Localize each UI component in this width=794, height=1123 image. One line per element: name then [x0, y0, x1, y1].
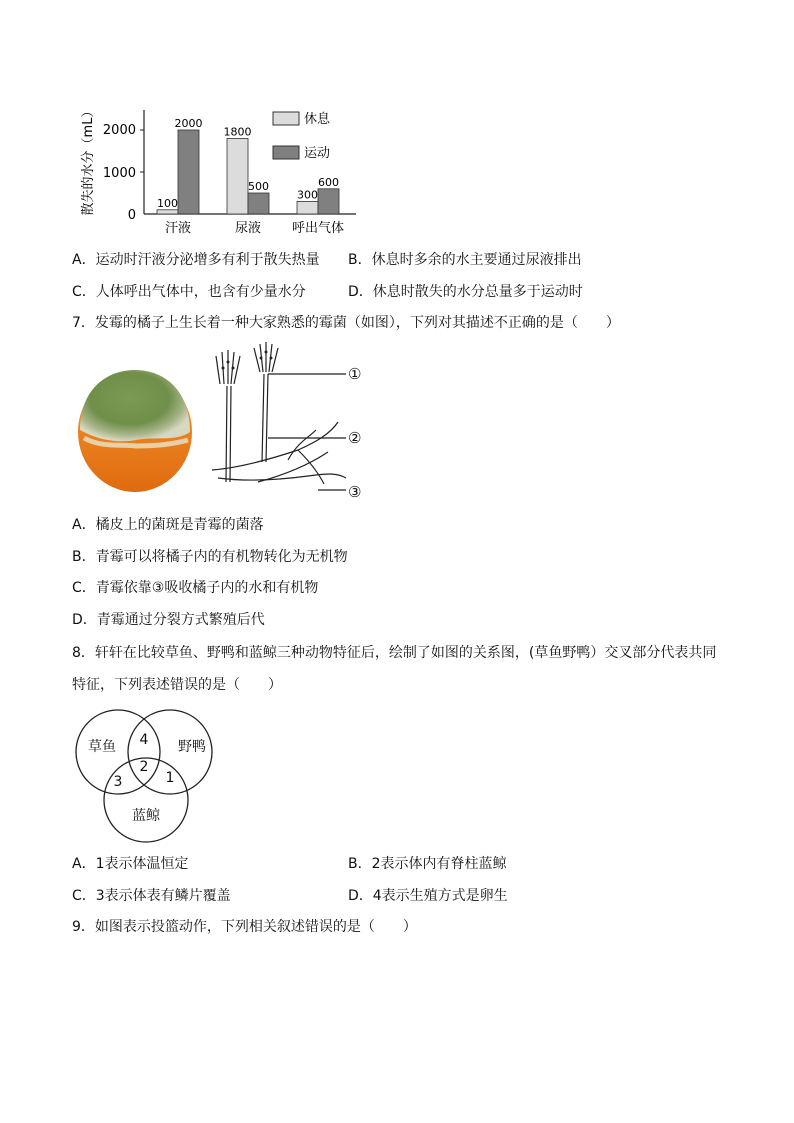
water-loss-bar-chart	[78, 96, 368, 240]
legend-swatch-rest	[273, 112, 299, 125]
q8-option-a: A．1表示体温恒定	[72, 856, 189, 872]
bar-value-label: 300	[297, 188, 318, 202]
marker-3: ③	[348, 483, 362, 501]
venn-region-3: 3	[113, 774, 123, 790]
q8-stem-line2: 特征，下列表述错误的是（ ）	[72, 677, 282, 693]
q8-option-c: C．3表示体表有鳞片覆盖	[72, 888, 231, 904]
bar-exercise	[178, 130, 199, 214]
legend-label-rest: 休息	[304, 112, 331, 127]
y-tick-label: 2000	[102, 123, 136, 138]
y-axis-label: 散失的水分（mL）	[81, 104, 96, 216]
marker-1: ①	[348, 365, 362, 383]
bar-rest	[157, 210, 178, 214]
sporangium-left	[216, 350, 240, 384]
q6-option-b: B．休息时多余的水主要通过尿液排出	[348, 252, 582, 268]
q6-option-c: C．人体呼出气体中，也含有少量水分	[72, 284, 306, 300]
venn-region-2: 2	[139, 759, 149, 775]
q7-stem: 7．发霉的橘子上生长着一种大家熟悉的霉菌（如图），下列对其描述不正确的是（ ）	[72, 315, 620, 331]
venn-diagram	[72, 704, 224, 846]
q7-option-c: C．青霉依靠③吸收橘子内的水和有机物	[72, 580, 319, 596]
q8-option-b: B．2表示体内有脊柱蓝鲸	[348, 856, 507, 872]
y-tick-label: 0	[127, 208, 136, 223]
marker-2: ②	[348, 429, 362, 447]
penicillium-diagram	[198, 342, 368, 502]
q8-stem-line1: 8．轩轩在比较草鱼、野鸭和蓝鲸三种动物特征后，绘制了如图的关系图，(草鱼野鸭）交叉部分代表共同	[72, 645, 717, 661]
legend-swatch-exercise	[273, 146, 299, 159]
q8-option-d: D．4表示生殖方式是卵生	[348, 888, 508, 904]
bar-exercise	[318, 189, 339, 214]
q6-option-d: D．休息时散失的水分总量多于运动时	[348, 284, 583, 300]
q6-option-a: A．运动时汗液分泌增多有利于散失热量	[72, 252, 320, 268]
bar-value-label: 100	[157, 196, 178, 210]
bar-value-label: 1800	[223, 125, 252, 139]
y-tick-label: 1000	[102, 166, 136, 181]
bars-group	[157, 117, 339, 214]
bar-rest	[227, 138, 248, 214]
q7-option-a: A．橘皮上的菌斑是青霉的菌落	[72, 517, 264, 533]
x-category-label: 呼出气体	[291, 221, 345, 236]
venn-label-duck: 野鸭	[178, 739, 206, 755]
venn-region-1: 1	[165, 770, 175, 786]
bar-rest	[297, 201, 318, 214]
venn-region-4: 4	[139, 732, 149, 748]
legend-label-exercise: 运动	[304, 146, 331, 161]
q7-option-d: D．青霉通过分裂方式繁殖后代	[72, 612, 265, 628]
bar-value-label: 600	[318, 175, 339, 189]
moldy-orange-image	[76, 360, 194, 494]
sporangium-right	[254, 342, 278, 372]
bar-value-label: 500	[248, 180, 269, 193]
venn-label-whale: 蓝鲸	[132, 808, 160, 824]
venn-label-fish: 草鱼	[88, 739, 116, 755]
bar-value-label: 2000	[174, 117, 203, 130]
q9-stem: 9．如图表示投篮动作，下列相关叙述错误的是（ ）	[72, 919, 417, 935]
bar-exercise	[248, 193, 269, 214]
x-category-label: 尿液	[234, 221, 262, 236]
q7-option-b: B．青霉可以将橘子内的有机物转化为无机物	[72, 549, 348, 565]
x-category-label: 汗液	[164, 221, 192, 236]
